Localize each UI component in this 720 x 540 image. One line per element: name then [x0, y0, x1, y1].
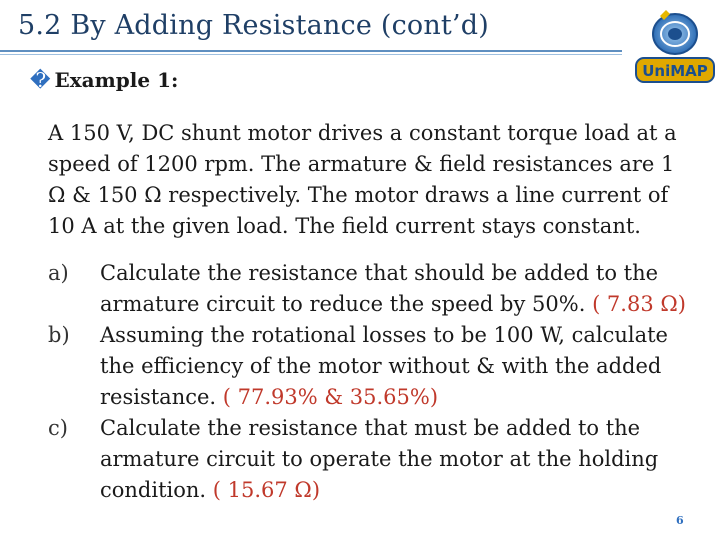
answer-text: ( 7.83 Ω) — [592, 292, 686, 316]
logo-text: UniMAP — [642, 62, 708, 80]
question-item-b — [48, 320, 698, 413]
slide-title: 5.2 By Adding Resistance (cont’d) — [18, 10, 489, 41]
question-text — [100, 258, 698, 320]
question-label: c) — [48, 416, 68, 440]
question-body: Assuming the rotational losses to be 100 W, calculate the efficiency of the motor without & with the added resistance. — [100, 323, 668, 409]
answer-text: ( 77.93% & 35.65%) — [222, 385, 439, 409]
unimap-logo — [630, 4, 720, 94]
page-number: 6 — [676, 514, 684, 527]
problem-statement: A 150 V, DC shunt motor drives a constant torque load at a speed of 1200 rpm. The armature & field resistances are 1 Ω & 150 Ω respectively. The motor draws a line current of 10 A at the given load. The field current stays constant. — [48, 121, 677, 238]
title-underline — [0, 50, 622, 52]
question-text — [100, 320, 698, 413]
question-label: b) — [48, 323, 70, 347]
question-item-c — [48, 413, 698, 506]
question-text — [100, 413, 698, 506]
question-body: Calculate the resistance that must be added to the armature circuit to operate the motor at the holding condition. — [100, 416, 659, 502]
bullet-icon: � — [30, 68, 51, 92]
question-item-a — [48, 258, 698, 320]
answer-text: ( 15.67 Ω) — [212, 478, 321, 502]
question-list — [48, 258, 698, 506]
question-label: a) — [48, 261, 69, 285]
question-body: Calculate the resistance that should be added to the armature circuit to reduce the speed by 50%. — [100, 261, 659, 316]
example-label: Example 1: — [54, 68, 179, 92]
title-underline-secondary — [0, 54, 622, 55]
example-heading — [30, 68, 178, 92]
